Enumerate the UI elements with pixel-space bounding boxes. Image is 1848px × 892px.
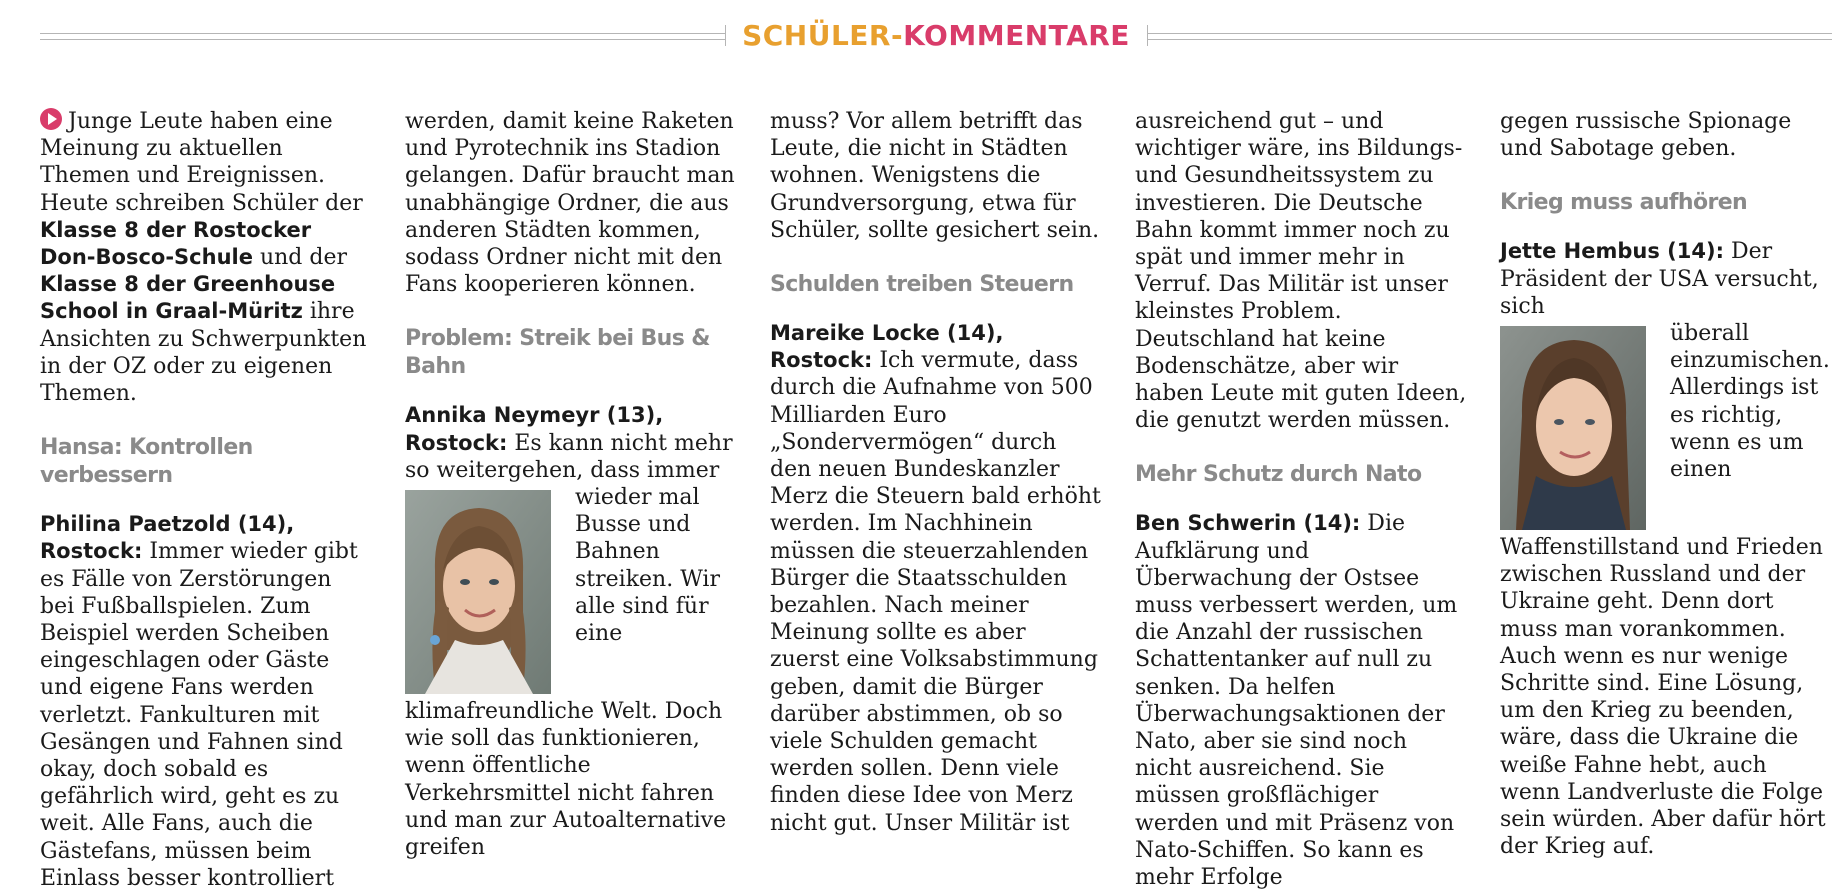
article-heading: Krieg muss aufhören (1500, 190, 1748, 216)
portrait-girl-smiling-image (1500, 326, 1646, 530)
header-rule-cap-left (725, 25, 726, 46)
article-heading: Mehr Schutz durch Nato (1135, 462, 1422, 488)
play-arrow-icon (40, 108, 62, 130)
article-author: Mareike Locke (14), Rostock: (770, 321, 1004, 373)
column-1 (40, 108, 372, 891)
article-heading: Hansa: Kontrollen verbessern (40, 435, 253, 489)
article-author: Annika Neymeyr (13), Rostock: (405, 403, 664, 455)
article-body-continued: gegen russische Spionage und Sabotage geben. (1500, 109, 1792, 162)
article-body-wrap: wieder mal Busse und Bahnen streiken. Wir alle sind für eine klimafreundliche Welt. Doch wie soll das funktionieren, wenn öffentliche Verkehrsmittel nicht fahren und man zur Autoalternative greifen (405, 485, 727, 861)
title-part-kommentare: KOMMENTARE (903, 19, 1130, 52)
article-body: Annika Neymeyr (13), Rostock: Es kann nicht mehr so weitergehen, dass immer (405, 403, 733, 483)
title-part-schueler: SCHÜLER- (742, 19, 904, 52)
portrait-girl-braids-image (405, 490, 551, 694)
article-author: Ben Schwerin (14): (1135, 511, 1361, 536)
article-body-continued: muss? Vor allem betrifft das Leute, die nicht in Städten wohnen. Wenigstens die Grundversorgung, etwa für Schüler, sollte gesichert sein. (770, 109, 1100, 243)
intro-paragraph: Junge Leute haben eine Meinung zu aktuellen Themen und Ereignissen. Heute schreiben Schüler der Klasse 8 der Rostocker Don-Bosco-Schule und der Klasse 8 der Greenhouse School in Graal-Müritz ihre Ansichten zu Schwerpunkten in der OZ oder zu eigenen Themen. (40, 109, 367, 407)
header-rule-left (40, 33, 725, 40)
portrait-photo-jette (1500, 326, 1646, 530)
portrait-photo-annika (405, 490, 551, 694)
column-4 (1135, 108, 1467, 891)
article-body-wrap: überall einzumischen. Allerdings ist es richtig, wenn es um einen Waffenstillstand und Frieden zwischen Russland und der Ukraine geht. Denn dort muss man vorankommen. Auch wenn es nur wenige Schritte sind. Eine Lösung, um den Krieg zu beenden, wäre, dass die Ukraine die weiße Fahne hebt, auch wenn Landverluste die Folge sein würden. Aber dafür hört der Krieg auf. (1500, 321, 1830, 860)
article-heading: Schulden treiben Steuern (770, 272, 1074, 298)
column-5 (1500, 108, 1832, 860)
article-body: Ben Schwerin (14): Die Aufklärung und Überwachung der Ostsee muss verbessert werden, um die Anzahl der russischen Schattentanker auf null zu senken. Da helfen Überwachungsaktionen der Nato, aber sie sind noch nicht ausreichend. Sie müssen großflächiger werden und mit Präsenz von Nato-Schiffen. So kann es mehr Erfolge (1135, 511, 1458, 891)
article-body: Jette Hembus (14): Der Präsident der USA versucht, sich (1500, 239, 1819, 319)
article-heading: Problem: Streik bei Bus & Bahn (405, 326, 710, 380)
article-author: Jette Hembus (14): (1500, 239, 1724, 264)
article-body-continued: ausreichend gut – und wichtiger wäre, ins Bildungs- und Gesundheitssystem zu investieren. Die Deutsche Bahn kommt immer noch zu spät und immer mehr in Verruf. Das Militär ist unser kleinstes Problem. Deutschland hat keine Bodenschätze, aber wir haben Leute mit guten Ideen, die genutzt werden müssen. (1135, 109, 1467, 434)
intro-bold-school-2: Klasse 8 der Greenhouse School in Graal-Müritz (40, 272, 336, 324)
section-title (740, 16, 1132, 56)
column-2 (405, 108, 737, 861)
article-body: Mareike Locke (14), Rostock: Ich vermute, dass durch die Aufnahme von 500 Milliarden Euro „Sondervermögen“ durch den neuen Bundeskanzler Merz die Steuern bald erhöht werden. Im Nachhinein müssen die steuerzahlenden Bürger die Staatsschulden bezahlen. Nach meiner Meinung sollte es aber zuerst eine Volksabstimmung geben, damit die Bürger darüber abstimmen, ob so viele Schulden gemacht werden sollen. Denn viele finden diese Idee von Merz nicht gut. Unser Militär ist (770, 321, 1101, 836)
article-body: Philina Paetzold (14), Rostock: Immer wieder gibt es Fälle von Zerstörungen bei Fußballspielen. Zum Beispiel werden Scheiben eingeschlagen oder Gäste und eigene Fans werden verletzt. Fankulturen mit Gesängen und Fahnen sind okay, doch sobald es gefährlich wird, geht es zu weit. Alle Fans, auch die Gästefans, müssen beim Einlass besser kontrolliert (40, 512, 358, 891)
column-3 (770, 108, 1102, 836)
article-author: Philina Paetzold (14), Rostock: (40, 512, 295, 564)
article-body-continued: werden, damit keine Raketen und Pyrotechnik ins Stadion gelangen. Dafür braucht man unabhängige Ordner, die aus anderen Städten kommen, sodass Ordner nicht mit den Fans kooperieren können. (405, 109, 735, 298)
intro-bold-school-1: Klasse 8 der Rostocker Don-Bosco-Schule (40, 217, 312, 270)
header-rule-right (1147, 33, 1832, 40)
section-header (40, 16, 1832, 56)
